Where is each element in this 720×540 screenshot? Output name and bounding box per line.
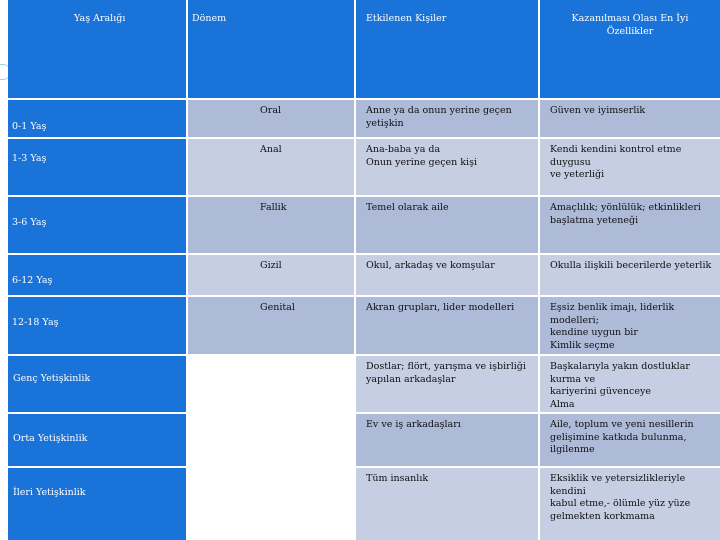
row-2-period: Anal — [260, 144, 282, 155]
row-3-period-cell — [188, 197, 354, 253]
row-5-people: Akran grupları, lider modelleri — [366, 302, 515, 313]
row-4-people-cell — [356, 255, 538, 295]
header-traits-label: Kazanılması Olası En İyi Özellikler — [571, 13, 689, 37]
row-3-age: 3-6 Yaş — [12, 217, 47, 228]
row-3-period: Fallik — [260, 202, 287, 213]
row-5-age-cell — [8, 297, 186, 354]
row-7-people: Ev ve iş arkadaşları — [366, 419, 461, 430]
row-8-trait-cell — [540, 468, 720, 540]
row-1-period: Oral — [260, 105, 282, 116]
row-4-people: Okul, arkadaş ve komşular — [366, 260, 495, 271]
row-8-age: İleri Yetişkinlik — [13, 487, 86, 498]
row-1-people-cell — [356, 100, 538, 137]
row-2-trait-cell — [540, 139, 720, 195]
row-7-age: Orta Yetişkinlik — [13, 433, 88, 444]
row-2-period-cell — [188, 139, 354, 195]
header-affected-people — [356, 0, 538, 98]
row-7-period-cell — [188, 414, 354, 466]
row-6-age-cell — [8, 356, 186, 412]
row-6-trait-cell — [540, 356, 720, 412]
row-2-trait: Kendi kendini kontrol etme duygusu ve yeterliği — [550, 144, 682, 180]
row-1-trait-cell — [540, 100, 720, 137]
header-affected-people-label: Etkilenen Kişiler — [366, 13, 447, 24]
row-8-age-cell — [8, 468, 186, 540]
row-7-trait: Aile, toplum ve yeni nesillerin gelişimine katkıda bulunma, ilgilenme — [550, 419, 694, 455]
row-3-trait-cell — [540, 197, 720, 253]
row-2-people: Ana-baba ya da Onun yerine geçen kişi — [366, 144, 477, 168]
row-5-period-cell — [188, 297, 354, 354]
row-2-people-cell — [356, 139, 538, 195]
row-6-trait: Başkalarıyla yakın dostluklar kurma ve kariyerini güvenceye Alma — [550, 361, 690, 410]
row-1-trait: Güven ve iyimserlik — [550, 105, 646, 116]
row-7-age-cell — [8, 414, 186, 466]
header-age-range — [8, 0, 186, 98]
row-4-trait: Okulla ilişkili becerilerde yeterlik — [550, 260, 712, 271]
row-6-period-cell — [188, 356, 354, 412]
row-5-period: Genital — [260, 302, 295, 313]
row-8-trait: Eksiklik ve yetersizlikleriyle kendini kabul etme,- ölümle yüz yüze gelmekten korkmama — [550, 473, 691, 522]
row-5-trait: Eşsiz benlik imajı, liderlik modelleri; kendine uygun bir Kimlik seçme — [550, 302, 675, 351]
row-3-people-cell — [356, 197, 538, 253]
row-5-people-cell — [356, 297, 538, 354]
row-6-people-cell — [356, 356, 538, 412]
row-6-people: Dostlar; flört, yarışma ve işbirliği yapılan arkadaşlar — [366, 361, 526, 385]
row-4-age: 6-12 Yaş — [12, 275, 53, 286]
header-period — [188, 0, 354, 98]
row-7-people-cell — [356, 414, 538, 466]
row-4-age-cell — [8, 255, 186, 295]
row-1-age-cell — [8, 100, 186, 137]
header-age-range-label: Yaş Aralığı — [74, 13, 126, 24]
row-6-age: Genç Yetişkinlik — [13, 373, 91, 384]
row-8-people: Tüm insanlık — [366, 473, 429, 484]
row-2-age-cell — [8, 139, 186, 195]
row-1-age: 0-1 Yaş — [12, 121, 47, 132]
row-3-trait: Amaçlılık; yönlülük; etkinlikleri başlatma yeteneği — [550, 202, 701, 226]
row-5-trait-cell — [540, 297, 720, 354]
header-traits — [540, 0, 720, 98]
row-1-period-cell — [188, 100, 354, 137]
row-8-period-cell — [188, 468, 354, 540]
row-3-people: Temel olarak aile — [366, 202, 449, 213]
row-4-trait-cell — [540, 255, 720, 295]
row-4-period: Gizil — [260, 260, 282, 271]
row-1-people: Anne ya da onun yerine geçen yetişkin — [366, 105, 512, 129]
row-7-trait-cell — [540, 414, 720, 466]
row-8-people-cell — [356, 468, 538, 540]
row-3-age-cell — [8, 197, 186, 253]
row-2-age: 1-3 Yaş — [12, 153, 47, 164]
row-5-age: 12-18 Yaş — [12, 317, 59, 328]
row-4-period-cell — [188, 255, 354, 295]
header-period-label: Dönem — [192, 13, 227, 24]
